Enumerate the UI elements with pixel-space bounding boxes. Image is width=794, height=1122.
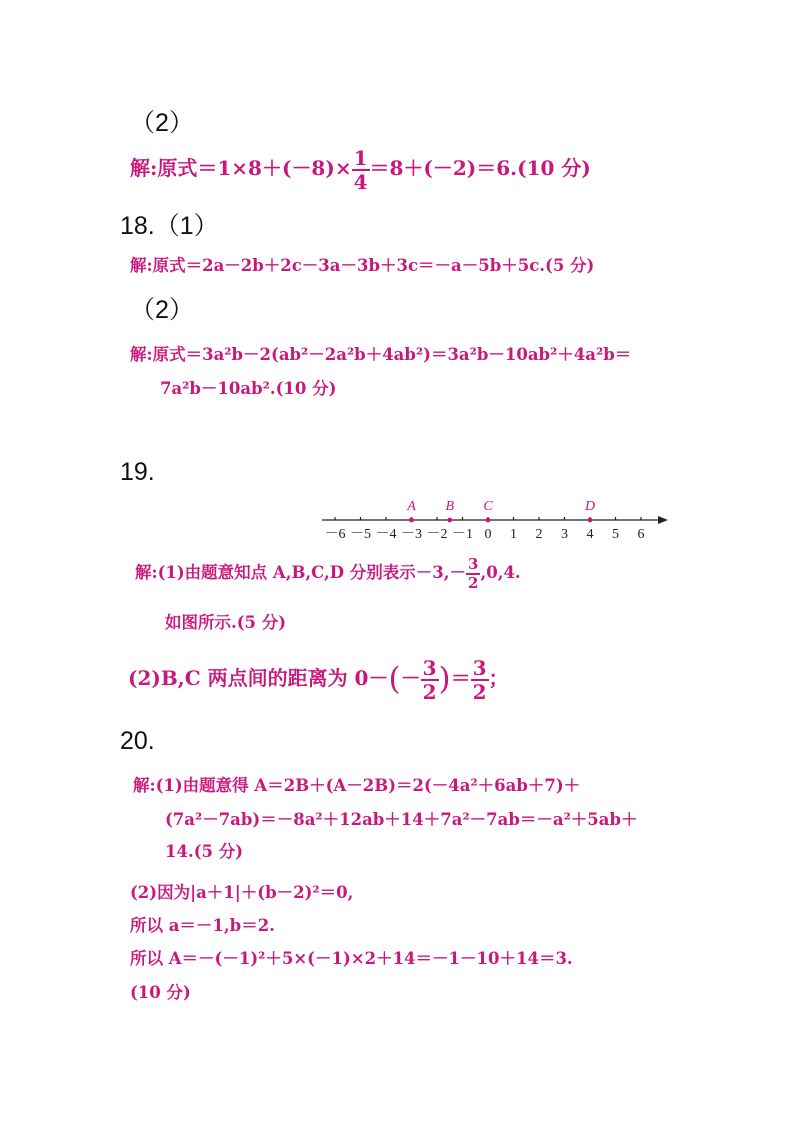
q20-part1-line3: 14.(5 分)	[165, 842, 244, 861]
point-label-d: D	[584, 499, 596, 514]
q20-part2-line4: (10 分)	[130, 983, 191, 1002]
q19-part2-end: ；	[488, 666, 509, 690]
tick-label: －1	[452, 527, 473, 542]
q17-part2-label: （2）	[130, 109, 194, 137]
q19-label: 19.	[120, 458, 155, 486]
tick-label: －5	[350, 527, 371, 542]
q20-part2-line1: (2)因为|a＋1|＋(b－2)²＝0,	[130, 883, 354, 902]
tick-label: 0	[484, 527, 492, 542]
q19-part1-suffix: ,0,4.	[480, 563, 521, 582]
point-label-a: A	[407, 499, 416, 514]
point-d	[588, 518, 593, 523]
q17-part2-prefix: 解:原式＝1×8＋(－8)×	[130, 156, 352, 180]
q20-part1-line1: 解:(1)由题意得 A＝2B＋(A－2B)＝2(－4a²＋6ab＋7)＋	[133, 776, 581, 795]
q17-part2-suffix: ＝8＋(－2)＝6.(10 分)	[369, 156, 591, 180]
point-label-c: C	[483, 499, 493, 514]
q17-part2-solution	[130, 142, 591, 194]
tick-label: －6	[324, 527, 346, 542]
tick-label: 5	[612, 527, 619, 542]
q18-label: 18.（1）	[120, 212, 219, 240]
number-line-arrow	[658, 516, 668, 524]
q19-part2-res-den: 2	[472, 679, 487, 704]
q17-frac-den: 4	[353, 169, 368, 194]
q20-part2-line3: 所以 A＝－(－1)²＋5×(－1)×2＋14＝－1－10＋14＝3.	[130, 949, 573, 968]
point-label-b: B	[445, 499, 455, 514]
q19-part2-frac-den: 2	[422, 679, 437, 704]
q19-part1-line2: 如图所示.(5 分)	[165, 613, 287, 632]
right-paren: )	[438, 661, 451, 697]
tick-label: －2	[426, 527, 448, 542]
q19-part2-inner-sign: －	[400, 666, 421, 690]
q19-part2-res-num: 3	[472, 655, 487, 680]
q18-part2-solution-line2: 7a²b－10ab².(10 分)	[160, 379, 337, 398]
tick-label: 2	[535, 527, 543, 542]
q19-part1-fraction	[466, 554, 480, 592]
q19-part2-fraction	[421, 655, 439, 704]
q19-part1-prefix: 解:(1)由题意知点 A,B,C,D 分别表示－3,－	[135, 563, 467, 582]
q20-part2-line2: 所以 a＝－1,b＝2.	[130, 916, 275, 935]
q19-part2-equals: ＝	[450, 666, 471, 690]
number-line	[318, 494, 674, 544]
point-b	[447, 518, 452, 523]
tick-label: 4	[586, 527, 594, 542]
left-paren: (	[388, 661, 401, 697]
q19-part2-prefix: (2)B,C 两点间的距离为 0－	[128, 666, 389, 690]
q20-part1-line2: (7a²－7ab)＝－8a²＋12ab＋14＋7a²－7ab＝－a²＋5ab＋	[165, 810, 638, 829]
q19-part2-solution	[128, 652, 509, 704]
tick-label: －4	[375, 527, 397, 542]
q18-part1-solution: 解:原式＝2a－2b＋2c－3a－3b＋3c＝－a－5b＋5c.(5 分)	[130, 256, 595, 275]
tick-label: －3	[401, 527, 422, 542]
point-a	[409, 518, 414, 523]
q19-part1-frac-den: 2	[468, 573, 479, 592]
q19-part1-solution	[135, 553, 521, 593]
q19-part2-frac-num: 3	[422, 655, 437, 680]
q20-label: 20.	[120, 727, 155, 755]
q18-part2-solution-line1: 解:原式＝3a²b－2(ab²－2a²b＋4ab²)＝3a²b－10ab²＋4a²b＝	[130, 345, 632, 364]
tick-label: 1	[510, 527, 517, 542]
tick-label: 3	[561, 527, 568, 542]
tick-label: 6	[637, 527, 645, 542]
q19-part2-result-fraction	[471, 655, 489, 704]
q17-fraction	[352, 145, 370, 194]
point-c	[486, 518, 491, 523]
q18-part2-label: （2）	[130, 296, 194, 324]
q19-part1-frac-num: 3	[468, 554, 479, 573]
q17-frac-num: 1	[353, 145, 368, 170]
